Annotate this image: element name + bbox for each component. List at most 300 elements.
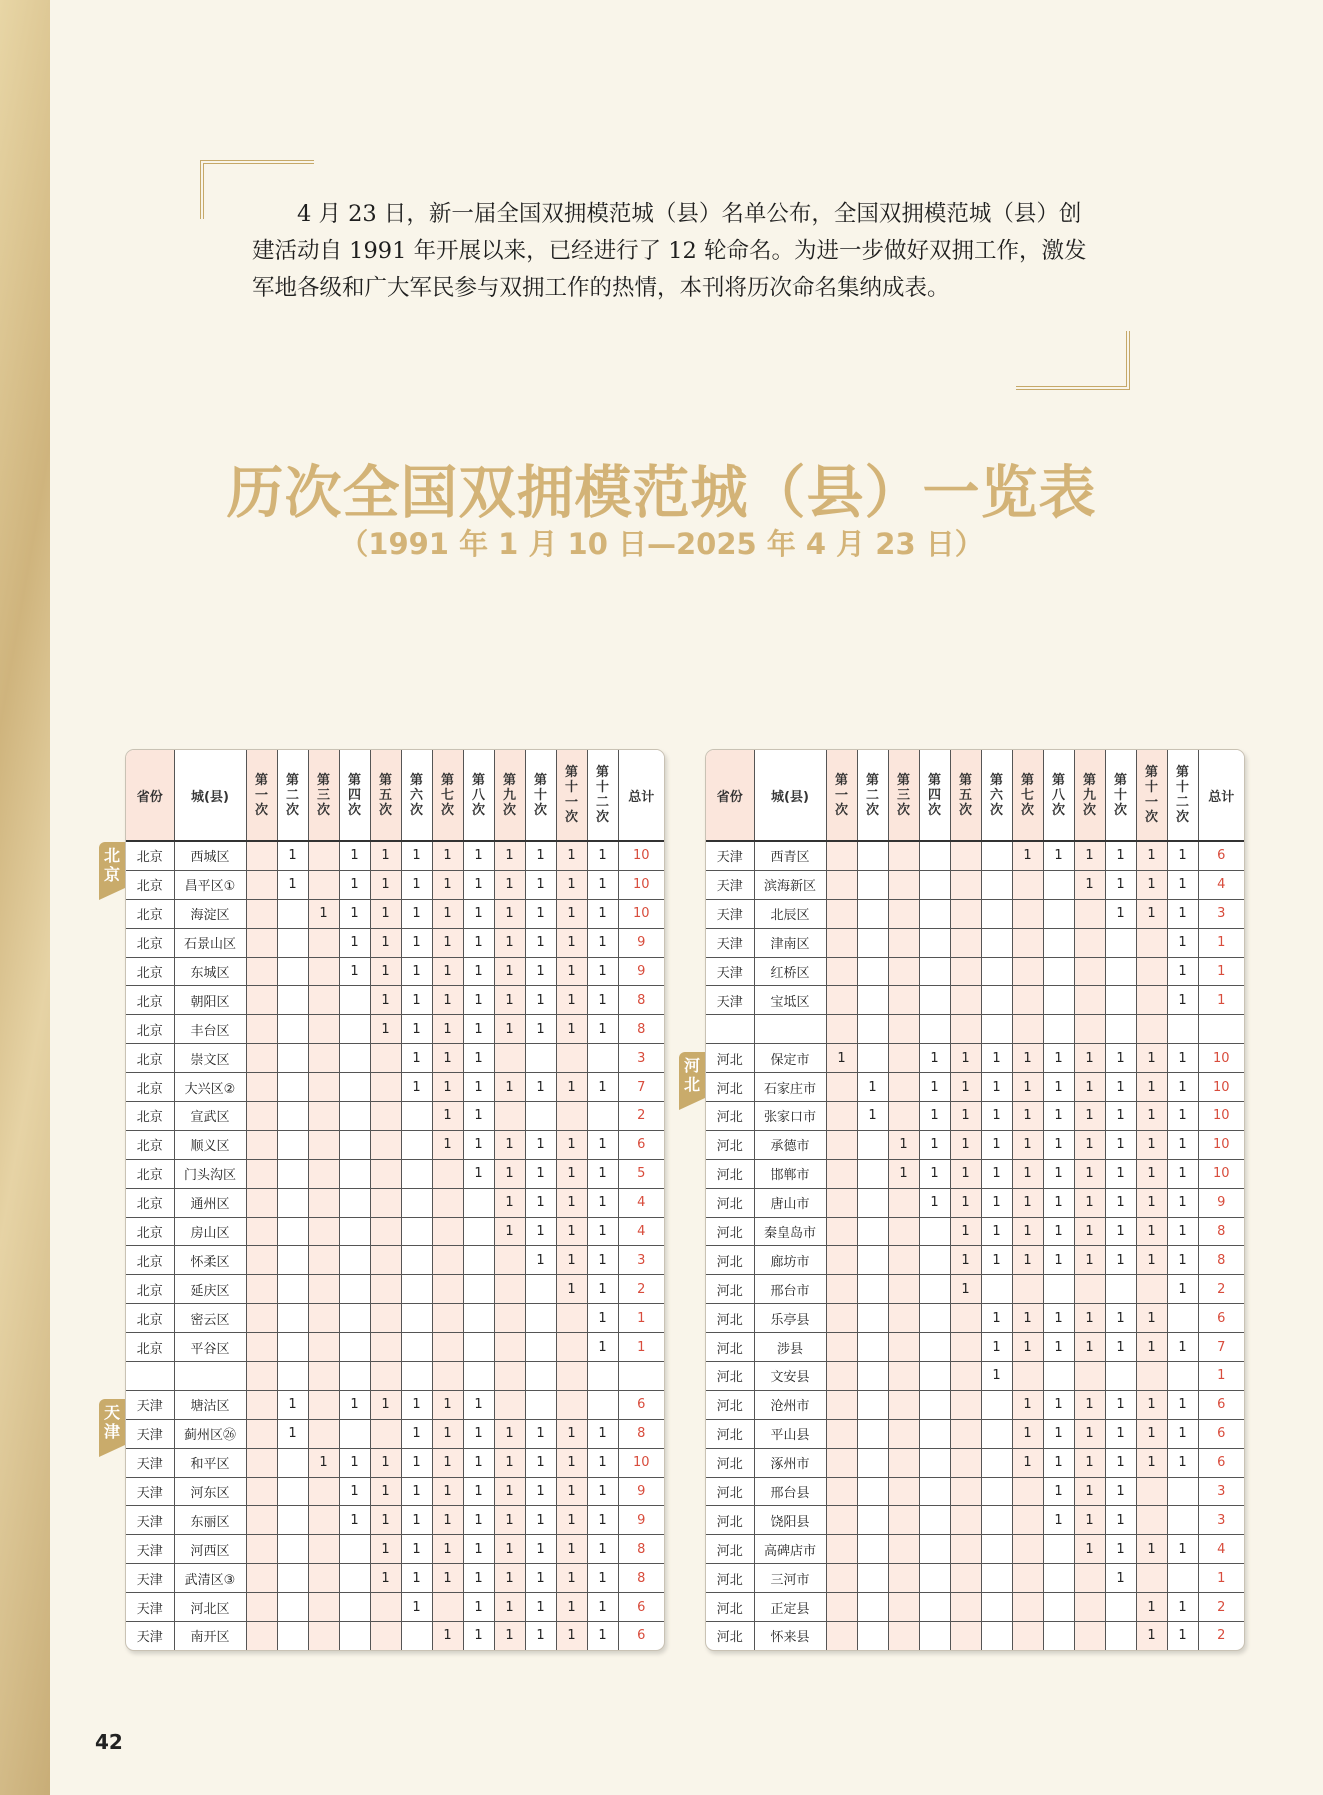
cell-round: 1 xyxy=(1105,1477,1136,1506)
cell-round xyxy=(857,1044,888,1073)
cell-total: 7 xyxy=(1198,1333,1244,1362)
cell-round xyxy=(246,1362,277,1391)
cell-round xyxy=(494,1333,525,1362)
cell-round xyxy=(1012,1015,1043,1044)
cell-round: 1 xyxy=(494,1564,525,1593)
table-row xyxy=(126,1188,664,1217)
cell-round xyxy=(981,899,1012,928)
cell-round xyxy=(432,1304,463,1333)
cell-round: 1 xyxy=(401,1073,432,1102)
cell-round: 1 xyxy=(556,1419,587,1448)
cell-total: 1 xyxy=(618,1333,664,1362)
cell-province xyxy=(706,1015,754,1044)
cell-round xyxy=(339,1188,370,1217)
cell-round: 1 xyxy=(1167,1593,1198,1622)
cell-round: 1 xyxy=(463,1419,494,1448)
cell-total xyxy=(1198,1015,1244,1044)
cell-round: 1 xyxy=(556,1622,587,1650)
cell-round xyxy=(525,1304,556,1333)
cell-round: 1 xyxy=(1074,1390,1105,1419)
cell-round xyxy=(339,1159,370,1188)
cell-total: 2 xyxy=(1217,1628,1226,1644)
cell-round: 1 xyxy=(950,1044,981,1073)
cell-city: 武清区③ xyxy=(174,1564,246,1593)
tab-tianjin: 天津 xyxy=(99,1399,125,1445)
cell-round xyxy=(339,1419,370,1448)
cell-round xyxy=(919,1390,950,1419)
cell-total: 8 xyxy=(618,1564,664,1593)
cell-total: 9 xyxy=(618,957,664,986)
cell-round xyxy=(401,1275,432,1304)
cell-round: 1 xyxy=(1074,1246,1105,1275)
cell-round xyxy=(401,1130,432,1159)
header-round xyxy=(981,750,1012,841)
cell-round: 1 xyxy=(1012,1217,1043,1246)
cell-round xyxy=(1074,986,1105,1015)
cell-round: 1 xyxy=(1012,1333,1043,1362)
header-round-label: 第九次 xyxy=(502,772,516,818)
cell-round: 1 xyxy=(981,1102,1012,1131)
cell-round xyxy=(826,1593,857,1622)
cell-round: 1 xyxy=(1167,1246,1198,1275)
header-round xyxy=(339,750,370,841)
cell-round: 1 xyxy=(556,1159,587,1188)
cell-round: 1 xyxy=(981,1217,1012,1246)
cell-round xyxy=(277,1275,308,1304)
cell-province: 北京 xyxy=(126,1015,174,1044)
cell-round xyxy=(888,1564,919,1593)
cell-round xyxy=(888,1419,919,1448)
cell-round: 1 xyxy=(1043,1188,1074,1217)
table-row xyxy=(126,1477,664,1506)
table-row xyxy=(126,1448,664,1477)
cell-round xyxy=(888,899,919,928)
cell-total: 6 xyxy=(1198,1419,1244,1448)
cell-round: 1 xyxy=(950,1275,981,1304)
cell-city: 秦皇岛市 xyxy=(754,1217,826,1246)
cell-round: 1 xyxy=(463,1593,494,1622)
cell-round xyxy=(556,1390,587,1419)
cell-round xyxy=(339,1622,370,1650)
cell-province: 北京 xyxy=(126,841,174,870)
cell-round: 1 xyxy=(432,986,463,1015)
cell-round: 1 xyxy=(556,1506,587,1535)
table-row xyxy=(706,1044,1244,1073)
cell-round: 1 xyxy=(401,1044,432,1073)
cell-round: 1 xyxy=(1012,1188,1043,1217)
cell-round xyxy=(308,986,339,1015)
cell-round: 1 xyxy=(1136,841,1167,870)
cell-round xyxy=(1105,1015,1136,1044)
cell-city: 三河市 xyxy=(754,1564,826,1593)
cell-round xyxy=(888,1390,919,1419)
header-round-label: 第六次 xyxy=(409,772,423,818)
cell-round xyxy=(1043,986,1074,1015)
cell-round: 1 xyxy=(587,1419,618,1448)
cell-round: 1 xyxy=(401,957,432,986)
cell-round: 1 xyxy=(525,1159,556,1188)
cell-round xyxy=(981,986,1012,1015)
cell-city: 津南区 xyxy=(754,928,826,957)
table-row xyxy=(126,1217,664,1246)
table-row xyxy=(126,1304,664,1333)
cell-total xyxy=(618,1362,664,1391)
cell-total: 3 xyxy=(618,1246,664,1275)
cell-round: 1 xyxy=(432,1015,463,1044)
cell-round: 1 xyxy=(1043,1304,1074,1333)
table-row xyxy=(126,1333,664,1362)
cell-round xyxy=(587,1390,618,1419)
cell-city: 张家口市 xyxy=(754,1102,826,1131)
table-row xyxy=(126,1362,664,1391)
cell-round: 1 xyxy=(950,1246,981,1275)
cell-city: 承德市 xyxy=(754,1130,826,1159)
cell-round: 1 xyxy=(1105,1159,1136,1188)
cell-round xyxy=(246,1159,277,1188)
cell-round xyxy=(919,1506,950,1535)
cell-round xyxy=(919,986,950,1015)
cell-round: 1 xyxy=(277,1419,308,1448)
cell-round: 1 xyxy=(1043,1390,1074,1419)
table-row xyxy=(126,1275,664,1304)
cell-round xyxy=(246,1217,277,1246)
cell-round: 1 xyxy=(494,1593,525,1622)
cell-city: 崇文区 xyxy=(174,1044,246,1073)
header-round xyxy=(432,750,463,841)
header-total: 总计 xyxy=(618,750,664,841)
cell-city: 塘沽区 xyxy=(174,1390,246,1419)
cell-round xyxy=(981,1390,1012,1419)
cell-round xyxy=(857,1217,888,1246)
table-row xyxy=(706,899,1244,928)
cell-round: 1 xyxy=(401,986,432,1015)
cell-province: 河北 xyxy=(706,1477,754,1506)
header-round-label: 第五次 xyxy=(378,772,392,818)
cell-round xyxy=(826,841,857,870)
cell-round xyxy=(308,1073,339,1102)
cell-round: 1 xyxy=(1136,1390,1167,1419)
cell-total: 10 xyxy=(618,841,664,870)
cell-round xyxy=(556,1304,587,1333)
cell-round: 1 xyxy=(494,1448,525,1477)
cell-round xyxy=(401,1102,432,1131)
cell-round xyxy=(1136,1564,1167,1593)
cell-round: 1 xyxy=(1012,1448,1043,1477)
cell-round: 1 xyxy=(463,899,494,928)
cell-round: 1 xyxy=(525,1246,556,1275)
header-round-label: 第四次 xyxy=(347,772,361,818)
cell-round xyxy=(525,1102,556,1131)
cell-round: 1 xyxy=(1043,1419,1074,1448)
cell-round xyxy=(246,1564,277,1593)
cell-round xyxy=(857,870,888,899)
cell-round: 1 xyxy=(401,1448,432,1477)
cell-round: 1 xyxy=(432,1130,463,1159)
cell-round: 1 xyxy=(1105,1246,1136,1275)
left-table-panel xyxy=(125,749,665,1651)
cell-round xyxy=(919,1564,950,1593)
cell-round: 1 xyxy=(919,1159,950,1188)
header-round xyxy=(525,750,556,841)
cell-round: 1 xyxy=(1074,1102,1105,1131)
cell-round xyxy=(277,1044,308,1073)
cell-city: 宣武区 xyxy=(174,1102,246,1131)
cell-round: 1 xyxy=(1167,1130,1198,1159)
cell-round: 1 xyxy=(981,1188,1012,1217)
cell-round xyxy=(919,841,950,870)
cell-round xyxy=(981,1564,1012,1593)
cell-round xyxy=(432,1275,463,1304)
cell-round: 1 xyxy=(308,899,339,928)
cell-round: 1 xyxy=(981,1304,1012,1333)
cell-round xyxy=(587,1044,618,1073)
cell-round: 1 xyxy=(587,1593,618,1622)
cell-round: 1 xyxy=(432,1448,463,1477)
cell-round: 1 xyxy=(494,1130,525,1159)
cell-round: 1 xyxy=(1043,1246,1074,1275)
cell-round xyxy=(1074,1593,1105,1622)
cell-round xyxy=(888,1362,919,1391)
cell-province: 河北 xyxy=(706,1506,754,1535)
page-title: 历次全国双拥模范城（县）一览表 xyxy=(226,460,1097,526)
cell-round xyxy=(339,1102,370,1131)
cell-province: 河北 xyxy=(706,1333,754,1362)
cell-round: 1 xyxy=(981,1333,1012,1362)
cell-round: 1 xyxy=(1167,1188,1198,1217)
cell-round: 1 xyxy=(370,986,401,1015)
cell-round: 1 xyxy=(432,841,463,870)
cell-round xyxy=(246,1477,277,1506)
cell-round xyxy=(339,1333,370,1362)
cell-round xyxy=(826,1275,857,1304)
cell-round: 1 xyxy=(1043,1044,1074,1073)
cell-round xyxy=(950,1535,981,1564)
cell-round: 1 xyxy=(1136,1304,1167,1333)
cell-round xyxy=(277,1333,308,1362)
cell-round: 1 xyxy=(1136,1448,1167,1477)
cell-round: 1 xyxy=(401,928,432,957)
cell-round xyxy=(826,1333,857,1362)
cell-province: 河北 xyxy=(706,1044,754,1073)
cell-round: 1 xyxy=(1136,1217,1167,1246)
cell-round xyxy=(277,1188,308,1217)
cell-round xyxy=(246,841,277,870)
cell-round xyxy=(246,1506,277,1535)
cell-round xyxy=(981,957,1012,986)
cell-round: 1 xyxy=(950,1102,981,1131)
cell-round xyxy=(826,928,857,957)
cell-city: 宝坻区 xyxy=(754,986,826,1015)
cell-total: 4 xyxy=(1198,1535,1244,1564)
cell-round xyxy=(370,1246,401,1275)
cell-round xyxy=(919,1015,950,1044)
cell-round: 1 xyxy=(339,899,370,928)
cell-round xyxy=(308,1593,339,1622)
header-province: 省份 xyxy=(706,750,754,841)
cell-round: 1 xyxy=(950,1159,981,1188)
cell-round xyxy=(1136,1275,1167,1304)
cell-round xyxy=(277,1304,308,1333)
cell-province: 北京 xyxy=(126,870,174,899)
cell-total: 3 xyxy=(618,1044,664,1073)
cell-round xyxy=(981,1419,1012,1448)
cell-round xyxy=(432,1333,463,1362)
cell-province: 河北 xyxy=(706,1102,754,1131)
table-row xyxy=(706,1015,1244,1044)
header-round xyxy=(308,750,339,841)
cell-round: 1 xyxy=(401,841,432,870)
cell-round xyxy=(826,1477,857,1506)
cell-round xyxy=(857,1506,888,1535)
cell-round: 1 xyxy=(1167,1073,1198,1102)
cell-total: 10 xyxy=(1198,1159,1244,1188)
cell-round: 1 xyxy=(1074,1477,1105,1506)
cell-city: 邢台县 xyxy=(754,1477,826,1506)
cell-round xyxy=(1043,1362,1074,1391)
cell-round xyxy=(494,1362,525,1391)
cell-province: 天津 xyxy=(126,1506,174,1535)
cell-round xyxy=(826,1390,857,1419)
cell-round: 1 xyxy=(401,870,432,899)
cell-round: 1 xyxy=(463,1159,494,1188)
table-row xyxy=(706,1217,1244,1246)
cell-round: 1 xyxy=(1012,1102,1043,1131)
cell-round: 1 xyxy=(432,928,463,957)
cell-round xyxy=(308,870,339,899)
cell-round xyxy=(888,1535,919,1564)
cell-round xyxy=(494,1246,525,1275)
cell-round xyxy=(463,1333,494,1362)
cell-round: 1 xyxy=(1043,1506,1074,1535)
cell-round xyxy=(981,1448,1012,1477)
cell-round: 1 xyxy=(525,986,556,1015)
cell-province: 河北 xyxy=(706,1304,754,1333)
cell-round: 1 xyxy=(1074,1304,1105,1333)
cell-round xyxy=(1074,1622,1105,1650)
cell-round xyxy=(432,1362,463,1391)
cell-round xyxy=(1105,928,1136,957)
cell-province: 河北 xyxy=(706,1564,754,1593)
cell-round: 1 xyxy=(1167,957,1198,986)
cell-round xyxy=(463,1275,494,1304)
cell-round xyxy=(1043,899,1074,928)
cell-round: 1 xyxy=(1043,1073,1074,1102)
cell-round: 1 xyxy=(494,1159,525,1188)
cell-round xyxy=(857,1275,888,1304)
cell-total: 1 xyxy=(1198,957,1244,986)
cell-total: 8 xyxy=(618,1535,664,1564)
cell-round: 1 xyxy=(556,899,587,928)
table-row xyxy=(126,870,664,899)
cell-round xyxy=(370,1073,401,1102)
cell-round: 1 xyxy=(525,1535,556,1564)
cell-round xyxy=(826,1506,857,1535)
cell-round xyxy=(950,986,981,1015)
cell-city: 沧州市 xyxy=(754,1390,826,1419)
cell-total: 8 xyxy=(618,986,664,1015)
cell-round: 1 xyxy=(919,1102,950,1131)
cell-round xyxy=(1136,1477,1167,1506)
cell-city: 涿州市 xyxy=(754,1448,826,1477)
cell-round xyxy=(950,1304,981,1333)
cell-round: 1 xyxy=(463,986,494,1015)
cell-province: 天津 xyxy=(126,1448,174,1477)
table-row xyxy=(706,1535,1244,1564)
cell-round: 1 xyxy=(1043,1477,1074,1506)
cell-round: 1 xyxy=(525,1130,556,1159)
cell-round xyxy=(246,1275,277,1304)
cell-province: 天津 xyxy=(126,1535,174,1564)
cell-round xyxy=(857,957,888,986)
cell-round xyxy=(246,1044,277,1073)
cell-round: 1 xyxy=(339,870,370,899)
cell-round: 1 xyxy=(1105,1535,1136,1564)
cell-round xyxy=(950,870,981,899)
table-header-row xyxy=(706,750,1244,841)
cell-round xyxy=(1012,1362,1043,1391)
cell-round xyxy=(308,1044,339,1073)
cell-round xyxy=(370,1130,401,1159)
cell-total: 2 xyxy=(1198,1275,1244,1304)
cell-round: 1 xyxy=(1074,1159,1105,1188)
cell-round: 1 xyxy=(587,1130,618,1159)
cell-round xyxy=(950,1419,981,1448)
cell-province: 河北 xyxy=(706,1622,754,1650)
cell-round xyxy=(888,841,919,870)
cell-round: 1 xyxy=(339,1448,370,1477)
cell-round xyxy=(277,928,308,957)
header-round-label: 第十一次 xyxy=(1144,765,1158,825)
header-round xyxy=(401,750,432,841)
cell-round xyxy=(1167,1304,1198,1333)
cell-province: 河北 xyxy=(706,1419,754,1448)
cell-province: 河北 xyxy=(706,1130,754,1159)
cell-round xyxy=(308,1506,339,1535)
cell-round xyxy=(246,1304,277,1333)
cell-round: 1 xyxy=(1136,1535,1167,1564)
cell-round xyxy=(857,1362,888,1391)
cell-round xyxy=(857,1535,888,1564)
cell-round: 1 xyxy=(556,986,587,1015)
cell-round: 1 xyxy=(1012,1304,1043,1333)
cell-round xyxy=(919,1275,950,1304)
cell-round: 1 xyxy=(401,899,432,928)
header-round xyxy=(1012,750,1043,841)
header-round-label: 第十二次 xyxy=(595,765,609,825)
cell-round: 1 xyxy=(370,1506,401,1535)
cell-round: 1 xyxy=(556,1448,587,1477)
cell-round xyxy=(1136,1506,1167,1535)
cell-round xyxy=(370,1362,401,1391)
cell-round: 1 xyxy=(463,1130,494,1159)
cell-round: 1 xyxy=(1167,1044,1198,1073)
cell-round: 1 xyxy=(587,1448,618,1477)
cell-round xyxy=(1012,928,1043,957)
cell-province: 河北 xyxy=(706,1073,754,1102)
cell-round xyxy=(339,1535,370,1564)
cell-round xyxy=(1043,1622,1074,1650)
cell-round: 1 xyxy=(556,1564,587,1593)
cell-round: 1 xyxy=(1105,1073,1136,1102)
cell-round: 1 xyxy=(587,1622,618,1650)
cell-round xyxy=(246,870,277,899)
cell-round: 1 xyxy=(587,870,618,899)
cell-round xyxy=(1012,1506,1043,1535)
cell-province: 北京 xyxy=(126,1275,174,1304)
cell-round xyxy=(339,1246,370,1275)
cell-round: 1 xyxy=(587,1275,618,1304)
cell-round xyxy=(277,1622,308,1650)
